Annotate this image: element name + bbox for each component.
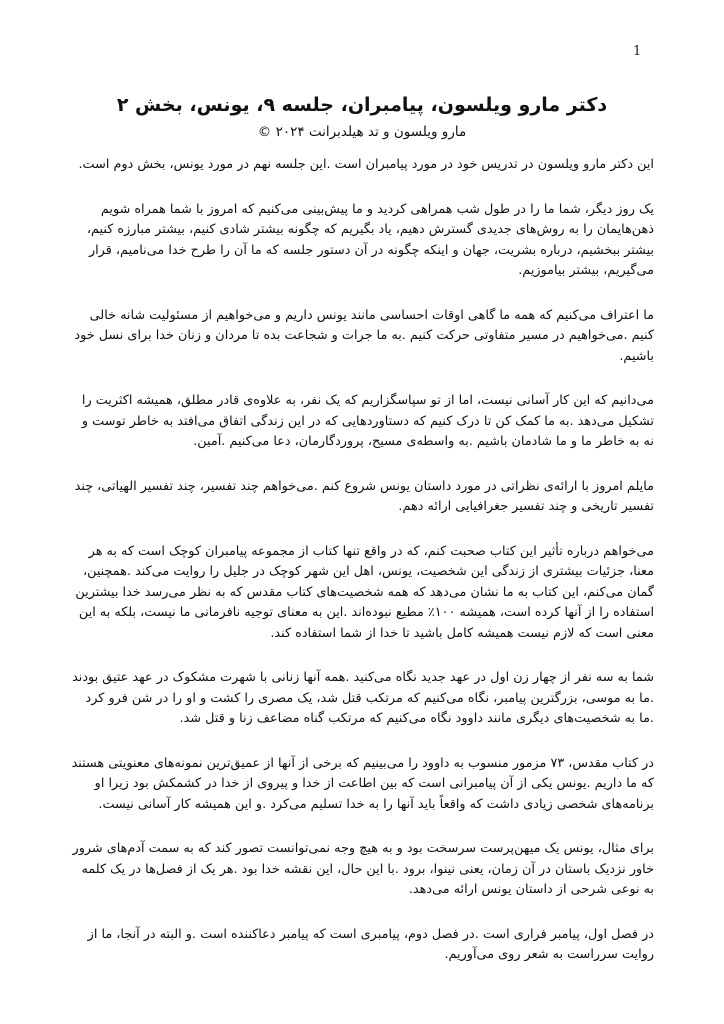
paragraph-flawed-characters: شما به سه نفر از چهار زن اول در عهد جدید نگاه می‌کنید .همه آنها زنانی با شهرت مشکوک در عهد عتیق بودند .ما به موسی، بزرگترین پیامبر، نگاه می‌کنیم که مرتکب قتل شد، یک مصری را کشت و او را در شن فرو کرد .ما به شخصیت‌های دیگری مانند داوود نگاه می‌کنیم که مرتکب گناه مضاعف زنا و قتل شد. — [72, 670, 654, 726]
paragraph-psalms-jonah: در کتاب مقدس، ۷۳ مزمور منسوب به داوود را می‌بینیم که برخی از آنها از عمیق‌ترین نمونه‌های معنویتی هستند که ما داریم .یونس یکی از آن پیامبرانی است که بین اطاعت از خدا و پیروی از خدا در کشمکش بود زیرا او برنامه‌های شخصی زیادی داشت که واقعاً باید آنها را به خدا تسلیم می‌کرد .و این همیشه کار آسانی نیست. — [71, 755, 654, 812]
paragraph-commentary-plan: مایلم امروز با ارائه‌ی نظراتی در مورد داستان یونس شروع کنم .می‌خواهم چند تفسیر، چند تفسیر الهیاتی، چند تفسیر تاریخی و چند تفسیر جغرافیایی ارائه دهم. — [74, 478, 654, 514]
paragraph-intro: این دکتر مارو ویلسون در تدریس خود در مورد پیامبران است .این جلسه نهم در مورد یونس، بخش دوم است. — [78, 157, 654, 172]
paragraph-prayer-confession: ما اعتراف می‌کنیم که همه ما گاهی اوقات احساسی مانند یونس داریم و می‌خواهیم از مسئولیت شانه خالی کنیم .می‌خواهیم در مسیر متفاوتی حرکت کنیم .به ما جرات و شجاعت بده تا مردان و زنان خدا برای نسل خود باشیم. — [74, 307, 654, 364]
paragraph-prayer-opening: یک روز دیگر، شما ما را در طول شب همراهی کردید و ما پیش‌بینی می‌کنیم که امروز با شما همراه شویم ذهن‌هایمان را به روش‌های جدیدی گسترش دهیم، یاد بگیریم که چگونه بیشتر شادی کنیم، بیشتر مبارزه کنیم، بیشتر ببخشیم، درباره بشریت، جهان و اینکه چگونه در آن دستور جلسه که ما آن را طرح خدا می‌نامیم، قرار می‌گیریم، بیشتر بیاموزیم. — [86, 201, 654, 278]
paragraph-book-impact: می‌خواهم درباره تأثیر این کتاب صحبت کنم، که در واقع تنها کتاب از مجموعه پیامبران کوچک است که به هر معنا، جزئیات بیشتری از زندگی این شخصیت، یونس، اهل این شهر کوچک در جلیل را روایت می‌کند .همچنین، گمان می‌کنم، این کتاب به ما نشان می‌دهد که همه شخصیت‌های کتاب مقدس که به نظر می‌رسد خدا بیشترین استفاده را از آنها کرده است، همیشه ۱۰۰٪ مطیع نبوده‌اند .این به معنای توجیه نافرمانی ما نیست، بلکه به این معنی است که لازم نیست همیشه کامل باشید تا خدا از شما استفاده کند. — [75, 543, 654, 641]
document-header — [60, 92, 664, 142]
document-title: دکتر مارو ویلسون، پیامبران، جلسه ۹، یونس، بخش ۲ — [116, 94, 608, 116]
paragraph-jonah-patriot: برای مثال، یونس یک میهن‌پرست سرسخت بود و به هیچ وجه نمی‌توانست تصور کند که به سمت آدم‌های شرور خاور نزدیک باستان در آن زمان، یعنی نینوا، برود .با این حال، این نقشه خدا بود .هر یک از فصل‌ها در یک کلمه به نوعی شرحی از داستان یونس ارائه می‌دهد. — [72, 841, 654, 897]
page-number: 1 — [633, 44, 642, 59]
paragraph-chapters: در فصل اول، پیامبر فراری است .در فصل دوم، پیامبری است که پیامبر دعاکننده است .و البته در آنجا، ما از روایت سرراست به شعر روی می‌آوریم. — [87, 926, 654, 962]
document-body — [70, 155, 654, 990]
copyright-line: مارو ویلسون و تد هیلدبرانت ۲۰۲۴ © — [257, 124, 467, 140]
paragraph-prayer-closing: می‌دانیم که این کار آسانی نیست، اما از تو سپاسگزاریم که یک نفر، به علاوه‌ی قادر مطلق، همیشه اکثریت را تشکیل می‌دهد .به ما کمک کن تا درک کنیم که دستاوردهایی که در این زندگی اتفاق می‌افتد به خاطر توست و نه به خاطر ما و ما شادمان باشیم .به واسطه‌ی مسیح، پروردگارمان، دعا می‌کنیم .آمین. — [81, 393, 654, 449]
